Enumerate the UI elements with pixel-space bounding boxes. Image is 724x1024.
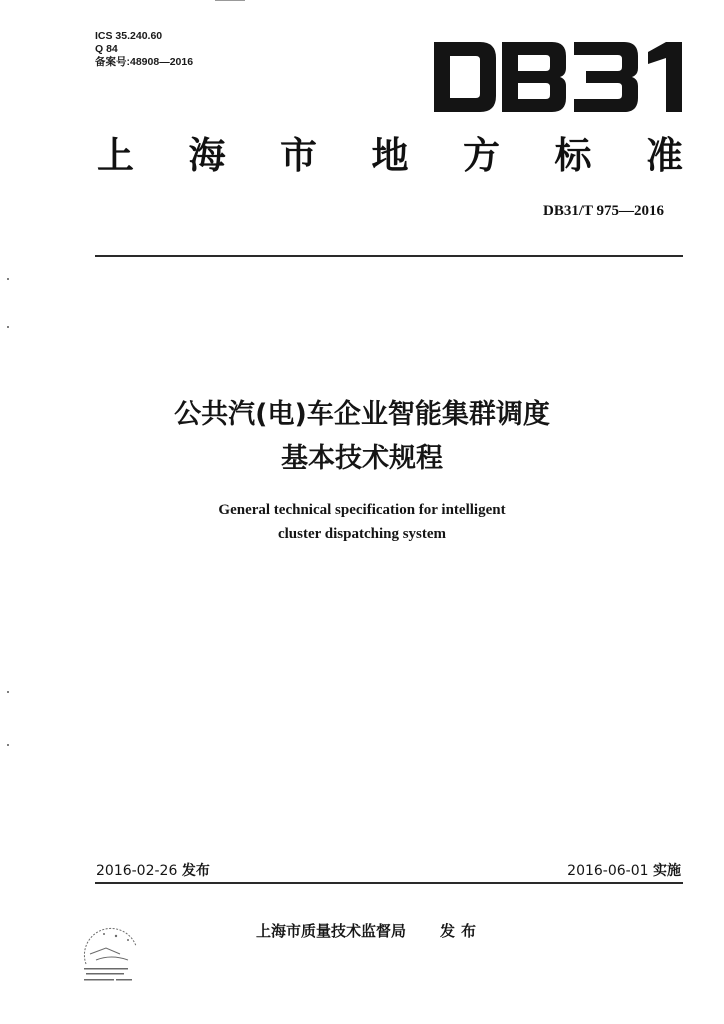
title-char: 市: [280, 134, 317, 177]
title-char: 上: [97, 134, 134, 177]
top-divider: [95, 255, 683, 257]
document-title-en-line2: cluster dispatching system: [277, 526, 447, 542]
title-char: 地: [371, 134, 409, 177]
implementation-date: [567, 860, 681, 880]
issue-date: [96, 860, 210, 880]
title-char: 海: [188, 134, 226, 177]
standard-number: DB31/T 975—2016: [543, 203, 664, 219]
document-title-cn-line2: 基本技术规程: [281, 443, 443, 474]
title-char: 方: [463, 134, 500, 177]
logo-digit-3: [574, 42, 638, 112]
implementation-date-value: 2016-06-01: [567, 863, 649, 879]
logo-digit-1: [648, 42, 682, 112]
publisher-name: 上海市质量技术监督局: [256, 922, 407, 940]
logo-letter-b: [502, 42, 566, 112]
document-title-en-line1: General technical specification for intelligent: [218, 502, 506, 518]
record-number: 备案号:48908—2016: [95, 56, 194, 68]
scan-mark: [215, 0, 245, 1]
publisher-action: 发布: [440, 922, 483, 940]
ics-code: ICS 35.240.60: [95, 30, 163, 42]
implementation-date-word: 实施: [653, 863, 681, 879]
document-title-cn-line1: 公共汽(电)车企业智能集群调度: [174, 399, 550, 430]
title-char: 准: [646, 134, 683, 177]
logo-letter-d: [434, 42, 496, 112]
issue-date-value: 2016-02-26: [96, 863, 178, 879]
scan-speck: [7, 744, 9, 746]
class-code: Q 84: [95, 43, 118, 55]
bottom-divider: [95, 882, 683, 884]
classification-codes: [95, 30, 193, 69]
scan-speck: [7, 691, 9, 693]
title-char: 标: [554, 134, 592, 177]
scan-speck: [7, 278, 9, 280]
db31-logo: [434, 42, 690, 112]
publisher-line: [256, 920, 482, 941]
scan-speck: [7, 326, 9, 328]
circular-seal-icon: [76, 924, 146, 990]
issue-date-word: 发布: [181, 863, 210, 879]
standard-type-title: [97, 132, 683, 180]
